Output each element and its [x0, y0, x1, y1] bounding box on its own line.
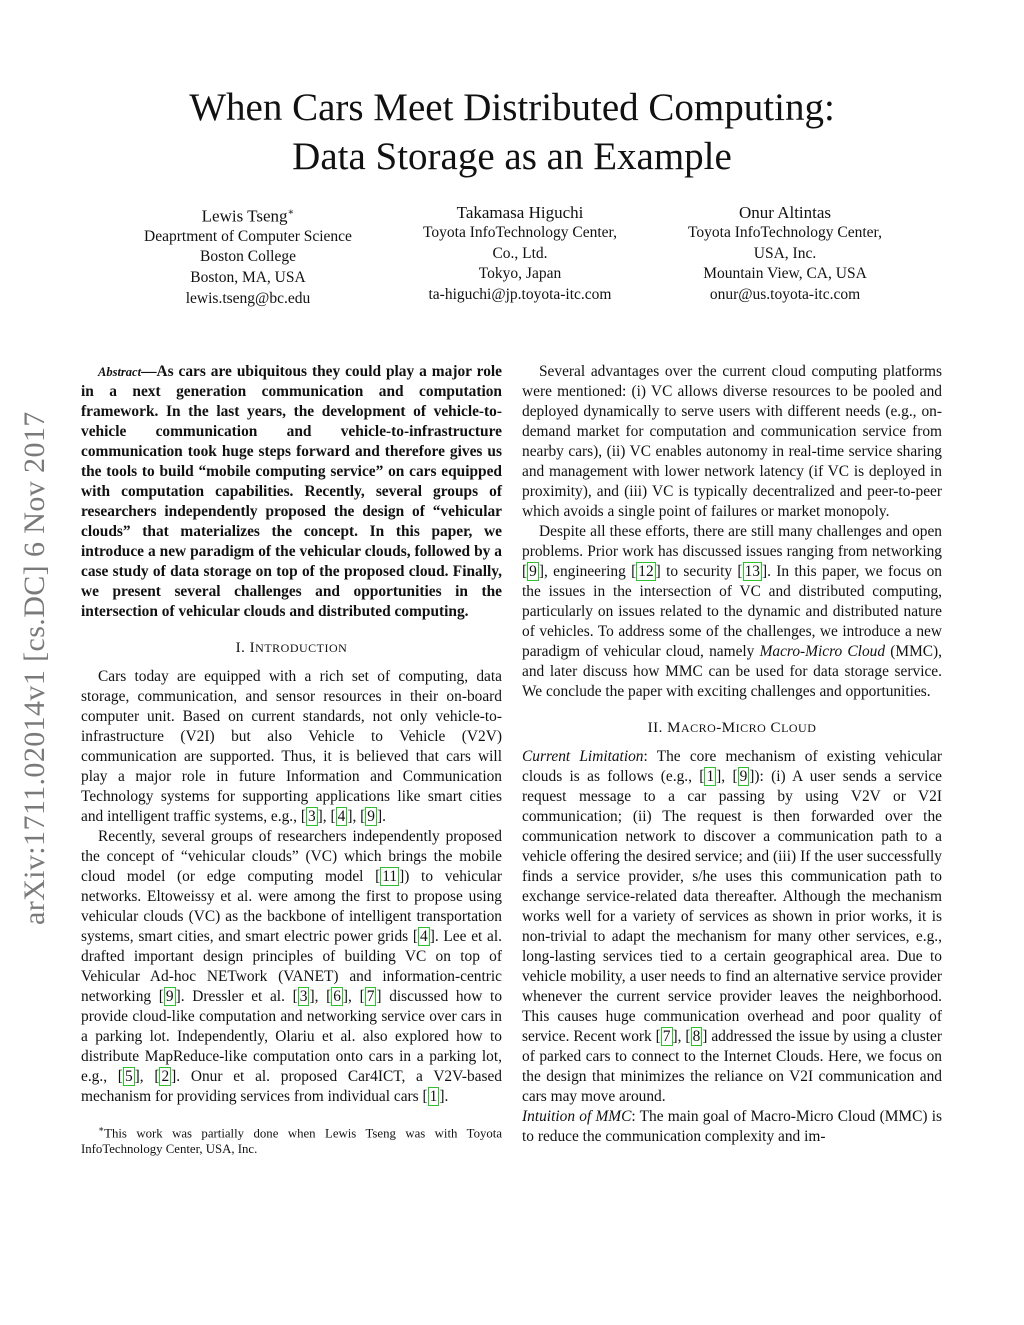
section-heading-macro-micro-cloud: II. MACRO-MICRO CLOUD — [647, 720, 817, 736]
author-dept: Deaprtment of Computer Science — [144, 227, 352, 245]
author-location: Tokyo, Japan — [478, 265, 562, 283]
citation-link[interactable]: 4 — [337, 808, 346, 825]
intuition-paragraph: Intuition of MMC: The main goal of Macro-Micro Cloud (MMC) is to reduce the communication complexity and im- — [522, 1108, 942, 1145]
author-name: Onur Altintas — [738, 203, 832, 222]
author-location: Boston, MA, USA — [190, 269, 306, 287]
challenges-paragraph: Despite all these efforts, there are still many challenges and open problems. Prior work has discussed issues ranging from networking [ 9 ], engineering [ 12 ] to security [ 13 ]. In this paper, we focus on the issues in the intersection of VC and distributed computing, particularly on issues related to the dynamic and distributed nature of vehicles. To address some of the challenges, we introduce a new paradigm of vehicular cloud, namely Macro-Micro Cloud (MMC), and later discuss how MMC can be used for data storage service. We conclude the paper with exciting challenges and opportunities. — [522, 523, 943, 700]
citation-link[interactable]: 3 — [307, 808, 316, 825]
author-email: lewis.tseng@bc.edu — [185, 289, 311, 307]
author-affiliation: Boston College — [199, 248, 296, 266]
citation-link[interactable]: 9 — [165, 988, 174, 1005]
intro-paragraph-2: Recently, several groups of researchers independently proposed the concept of “vehicular clouds” (VC) which brings the mobile cloud model (or edge computing model [ 11 ]) to vehicular networks. Eltoweissy et al. were among the first to propose using vehicular clouds (VC) as the backbone of intelligent transportation systems, smart cities, and smart electric power grids [ 4 ]. Lee et al. drafted important design principles of building VC on top of Vehicular Ad-hoc NETwork (VANET) and information-centric networking [ 9 ]. Dressler et al. [ 3 ], [ 6 ], [ 7 ] discussed how to provide cloud-like computation and networking service over cars in a parking lot. Independently, Olariu et al. also explored how to distribute MapReduce-like computation onto cars in a parking lot, e.g., [ 5 ], [ 2 ]. Onur et al. proposed Car4ICT, a V2V-based mechanism for providing services from individual cars [ 1 ]. — [81, 828, 503, 1105]
citation-link[interactable]: 8 — [692, 1028, 701, 1045]
intro-paragraph-1: Cars today are equipped with a rich set of computing, data storage, communication, and sensor resources in their on-board computer unit. Based on current standards, not only vehicle-to-infrastructure (V2I) but also Vehicle to Vehicle (V2V) communication are supported. Thus, it is believed that cars will play a major role in future Information and Communication Technology systems for supporting applications like smart cities and intelligent traffic systems, e.g., [ 3 ], [ 4 ], [ 9 ]. — [81, 668, 502, 825]
current-limitation-paragraph: Current Limitation: The core mechanism of existing vehicular clouds is as follows (e.g., [ 1 ], [ 9 ]): (i) A user sends a service request message to a car passing by using V2V or V2I communication; (ii) The request is then forwarded over the communication network to discover a communication path to a vehicle offering the desired service; and (iii) If the user successfully finds a service provider, s/he uses this communication path to exchange service-related data thereafter. Although the mechanism works well for a variety of services as shown in prior works, it is non-trivial to adapt the mechanism for many other services, e.g., long-lasting services tied to a certain geographical area. Due to vehicle mobility, a user needs to find an alternative service provider whenever the current service provider leaves the neighborhood. This causes huge communication overhead and poor quality of service. Recent work [ 7 ], [ 8 ] addressed the issue by using a cluster of parked cars to connect to the Internet Clouds. Here, we focus on the design that minimizes the reliance on V2I communication and cars may move around. — [522, 748, 943, 1105]
citation-link[interactable]: 1 — [429, 1088, 438, 1105]
author-affiliation: Toyota InfoTechnology Center, — [423, 224, 617, 241]
citation-link[interactable]: 7 — [366, 988, 375, 1005]
citation-link[interactable]: 9 — [367, 808, 375, 825]
citation-link[interactable]: 7 — [662, 1028, 671, 1045]
title-line-2: Data Storage as an Example — [292, 135, 732, 178]
author-email: ta-higuchi@jp.toyota-itc.com — [428, 286, 612, 304]
author-affiliation: Toyota InfoTechnology Center, — [688, 224, 882, 241]
arxiv-stamp: arXiv:1711.02014v1 [cs.DC] 6 Nov 2017 — [18, 411, 51, 925]
author-location: Mountain View, CA, USA — [703, 265, 867, 283]
author-affiliation-cont: Co., Ltd. — [492, 244, 548, 262]
footnote-mark: ∗ — [287, 207, 295, 218]
abstract-text: —As cars are ubiquitous they could play a major role in a next generation communication and computation framework. In the last years, the development of vehicle-to-vehicle communication and vehicle-to-infrastructure communication took huge steps forward and therefore gives us the tools to build “mobile computing service” on cars equipped with computation capabilities. Recently, several groups of researchers independently proposed the design of “vehicular clouds” that materializes the concept. In this paper, we introduce a new paradigm of the vehicular clouds, followed by a case study of data storage on top of the proposed cloud. Finally, we present several challenges and opportunities in the intersection of vehicular clouds and distributed computing. — [81, 363, 502, 620]
footnote: ∗This work was partially done when Lewis Tseng was with Toyota InfoTechnology Center, USA, Inc. — [81, 1124, 502, 1157]
author-block-3 — [670, 202, 900, 306]
section-heading-introduction: I. INTRODUCTION — [235, 640, 348, 656]
title-line-1: When Cars Meet Distributed Computing: — [189, 86, 835, 129]
left-column — [81, 362, 502, 1157]
advantages-paragraph: Several advantages over the current cloud computing platforms were mentioned: (i) VC allows diverse resources to be pooled and deployed dynamically to serve users with different needs (e.g., on-demand market for computation and communication service from nearby cars), (ii) VC enables autonomy in real-time service sharing and management with lower network latency (if VC is deployed in proximity), and (iii) VC is typically decentralized and peer-to-peer which avoids a single point of failures or market monopoly. — [522, 363, 942, 520]
footnote-mark: ∗ — [98, 1124, 105, 1134]
author-name: Lewis Tseng — [201, 206, 288, 226]
right-column — [522, 362, 942, 1147]
paper-title — [0, 83, 1024, 181]
author-email: onur@us.toyota-itc.com — [709, 286, 861, 304]
citation-link[interactable]: 11 — [382, 868, 398, 885]
abstract-label: Abstract — [98, 365, 142, 379]
author-block-1 — [128, 202, 368, 309]
author-block-2 — [405, 202, 635, 306]
citation-link[interactable]: 12 — [638, 563, 654, 580]
citation-link[interactable]: 9 — [529, 563, 537, 580]
abstract — [81, 362, 502, 622]
citation-link[interactable]: 13 — [744, 563, 760, 580]
citation-link[interactable]: 9 — [739, 768, 748, 785]
citation-link[interactable]: 2 — [161, 1068, 170, 1085]
author-affiliation-cont: USA, Inc. — [753, 244, 817, 262]
citation-link[interactable]: 4 — [420, 928, 428, 945]
citation-link[interactable]: 3 — [299, 988, 308, 1005]
author-name: Takamasa Higuchi — [456, 203, 584, 222]
citation-link[interactable]: 1 — [706, 768, 715, 785]
citation-link[interactable]: 6 — [333, 988, 341, 1005]
citation-link[interactable]: 5 — [124, 1068, 133, 1085]
